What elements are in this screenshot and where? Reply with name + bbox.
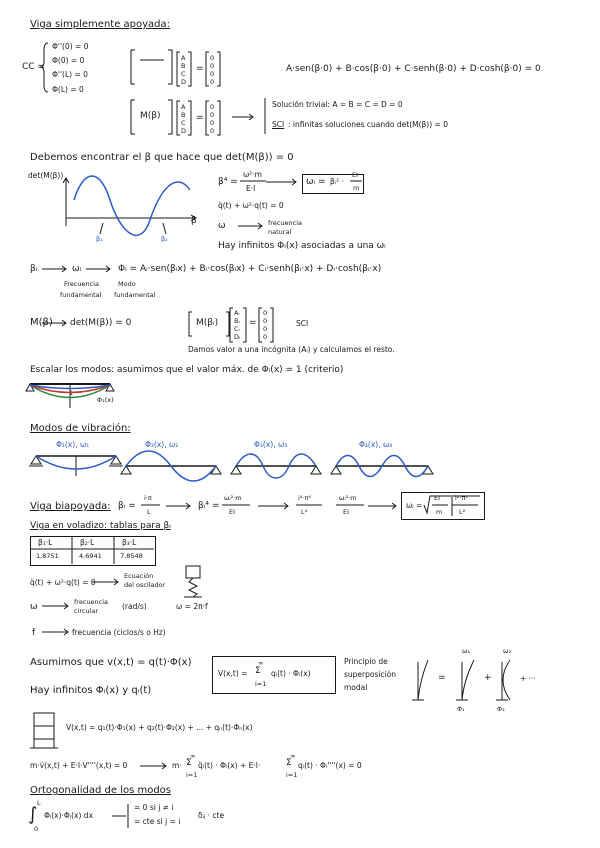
sigma-1: Σ bbox=[255, 666, 261, 676]
vi-a: Aᵢ bbox=[234, 309, 240, 317]
int-top: L bbox=[37, 799, 41, 807]
freq: frecuencia bbox=[268, 219, 302, 227]
ipi: i·π bbox=[144, 494, 152, 502]
td-3: 7,8548 bbox=[120, 552, 143, 560]
principio-2: superposición bbox=[344, 670, 397, 679]
s2-title: Debemos encontrar el β que hace que det(M(β)) = 0 bbox=[30, 152, 294, 163]
s5-title: Viga biapoyada: bbox=[30, 501, 111, 512]
eq-sign-2: = bbox=[196, 113, 204, 123]
phi2-7: Φ₂ bbox=[497, 705, 505, 713]
zero2-3: 0 bbox=[210, 119, 215, 127]
th-1: β₁·L bbox=[38, 538, 53, 547]
mode-4: Φ₄(x), ω₄ bbox=[359, 440, 393, 449]
s1-title: Viga simplemente apoyada: bbox=[30, 19, 171, 30]
vec-b: B bbox=[181, 62, 186, 70]
beta-i: βᵢ bbox=[30, 264, 38, 274]
big-equation: A·sen(β·0) + B·cos(β·0) + C·senh(β·0) + D·cosh(β·0) = 0 bbox=[286, 64, 541, 74]
eq-7: = bbox=[438, 673, 446, 683]
ecu-1: Ecuación bbox=[124, 572, 154, 580]
wi-top: EI bbox=[352, 171, 359, 179]
vec-c: C bbox=[181, 70, 186, 78]
mode-3: Φ₃(x), ω₃ bbox=[254, 440, 288, 449]
td-2: 4,6941 bbox=[79, 552, 102, 560]
td-1: 1,8751 bbox=[36, 552, 59, 560]
zi-2: 0 bbox=[263, 317, 268, 325]
principio-1: Principio de bbox=[344, 657, 388, 666]
vsum: V(x,t) = q₁(t)·Φ₁(x) + q₂(t)·Φ₂(x) + ... + qₙ(t)·Φₙ(x) bbox=[66, 723, 253, 732]
dots-7: + ··· bbox=[520, 674, 536, 683]
det-axis-label: det(M(β)) bbox=[28, 171, 64, 180]
ei: E·I bbox=[246, 184, 256, 193]
trivial-solution: Solución trivial: A = B = C = D = 0 bbox=[272, 100, 403, 109]
s8-title: Ortogonalidad de los modos bbox=[30, 785, 172, 796]
eq-sign: = bbox=[196, 64, 204, 74]
wi-bot: m bbox=[353, 184, 360, 192]
zi-3: 0 bbox=[263, 325, 268, 333]
sum-bot: i=1 bbox=[255, 680, 267, 688]
phi1-label: Φ₁(x) bbox=[97, 396, 114, 404]
principio-3: modal bbox=[344, 683, 368, 692]
th-2: β₂·L bbox=[80, 538, 95, 547]
ei-5: EI bbox=[229, 508, 236, 516]
cond-4: Φ(L) = 0 bbox=[52, 85, 84, 94]
zero2-4: 0 bbox=[210, 127, 215, 135]
vi-b: Bᵢ bbox=[234, 317, 240, 325]
case-2: = cte si j = i bbox=[134, 817, 181, 826]
f-sym: f bbox=[32, 628, 36, 638]
osc-eq: q̈(t) + ω²·q(t) = 0 bbox=[30, 578, 96, 587]
freqc-2: circular bbox=[74, 607, 99, 615]
zero-3: 0 bbox=[210, 70, 215, 78]
sum-top: ∞ bbox=[258, 659, 264, 667]
bi-eq: βᵢ = bbox=[118, 501, 136, 511]
w1-lab: ω₁ bbox=[462, 647, 471, 655]
omega: ω bbox=[218, 221, 226, 231]
integral-expr: Φᵢ(x)·Φⱼ(x) dx bbox=[44, 811, 94, 820]
sci-2: SCI bbox=[296, 319, 309, 328]
cond-2: Φ(0) = 0 bbox=[52, 56, 85, 65]
w2m: ω²·m bbox=[243, 170, 262, 179]
th-3: β₃·L bbox=[122, 538, 137, 547]
sumq: q̈ᵢ(t) · Φᵢ(x) + E·I· bbox=[198, 761, 261, 770]
w2pf: ω = 2π·f bbox=[176, 602, 208, 611]
eq-sign-3: = bbox=[249, 318, 257, 328]
st-1: ∞ bbox=[190, 752, 196, 760]
vi-d: Dᵢ bbox=[234, 333, 241, 341]
L-1: L bbox=[147, 508, 151, 516]
m-beta-i: M(βᵢ) bbox=[196, 318, 219, 328]
scale-one: 1 bbox=[69, 389, 74, 397]
L4: L⁴ bbox=[301, 508, 308, 516]
beta-2: β₂ bbox=[161, 235, 168, 243]
case-1: = 0 si j ≠ i bbox=[134, 803, 174, 812]
phi1-7: Φ₁ bbox=[457, 705, 465, 713]
hay-infinitos: Hay infinitos Φᵢ(x) asociadas a una ωᵢ bbox=[218, 241, 386, 251]
mv2: m· bbox=[172, 761, 182, 770]
vi-c: Cᵢ bbox=[234, 325, 240, 333]
sumq2: qᵢ(t) · Φᵢ''''(x) = 0 bbox=[298, 761, 362, 770]
w2m-5: ωᵢ²·m bbox=[224, 494, 242, 502]
freqc-1: frecuencia bbox=[74, 598, 108, 606]
i2pi2: i²·π² bbox=[455, 494, 468, 502]
vec-a: A bbox=[181, 54, 186, 62]
s3-title: Escalar los modos: asumimos que el valor máx. de Φᵢ(x) = 1 (criterio) bbox=[30, 365, 344, 375]
integral-sign: ∫ bbox=[28, 804, 38, 825]
w2-lab: ω₂ bbox=[503, 647, 512, 655]
vec2-d: D bbox=[181, 127, 187, 135]
q-equation: q̈(t) + ω²·q(t) = 0 bbox=[218, 201, 284, 210]
vec-d: D bbox=[181, 78, 187, 86]
ei-5b: EI bbox=[343, 508, 350, 516]
rads: (rad/s) bbox=[122, 602, 147, 611]
vec2-b: B bbox=[181, 111, 186, 119]
cond-1: Φ''(0) = 0 bbox=[52, 42, 89, 51]
beta4: β⁴ = bbox=[218, 177, 238, 187]
qphi: qᵢ(t) · Φᵢ(x) bbox=[271, 669, 311, 678]
lab-freq-2: fundamental bbox=[60, 291, 102, 299]
zero-1: 0 bbox=[210, 54, 215, 62]
m-beta: M(β) bbox=[140, 111, 161, 121]
sb-1: i=1 bbox=[186, 771, 198, 779]
mv-eq: m·v̈(x,t) + E·I·V''''(x,t) = 0 bbox=[30, 761, 128, 770]
zero-4: 0 bbox=[210, 78, 215, 86]
vxt: V(x,t) = bbox=[218, 669, 248, 678]
ei-5c: EI bbox=[434, 494, 441, 502]
mode-2: Φ₂(x), ω₂ bbox=[145, 440, 179, 449]
sci-text: : infinitas soluciones cuando det(M(β)) = 0 bbox=[288, 120, 448, 129]
phi-eq: Φᵢ = Aᵢ·sen(βᵢx) + Bᵢ·cos(βᵢx) + Cᵢ·senh(βᵢ·x) + Dᵢ·cosh(βᵢ·x) bbox=[118, 264, 382, 274]
zi-1: 0 bbox=[263, 309, 268, 317]
w2m-5b: ωᵢ²·m bbox=[339, 494, 357, 502]
ecu-2: del oscilador bbox=[124, 581, 166, 589]
b4-eq: βᵢ⁴ = bbox=[198, 501, 220, 511]
omega-i: ωᵢ bbox=[72, 264, 82, 274]
wi-5: ωᵢ = bbox=[406, 501, 423, 510]
vec2-c: C bbox=[181, 119, 186, 127]
m-5: m bbox=[436, 508, 443, 516]
lab-freq-1: Frecuencia bbox=[64, 280, 99, 288]
zero-2: 0 bbox=[210, 62, 215, 70]
plus-7: + bbox=[484, 673, 492, 683]
hay-7: Hay infinitos Φᵢ(x) y qᵢ(t) bbox=[30, 685, 152, 696]
zero2-1: 0 bbox=[210, 103, 215, 111]
sci-label: SCI bbox=[272, 120, 285, 129]
s4-title: Modos de vibración: bbox=[30, 423, 131, 434]
s6-title: Viga en voladizo: tablas para βᵢ bbox=[30, 521, 171, 531]
lab-modo-2: fundamental bbox=[114, 291, 156, 299]
freq-hz: frecuencia (ciclos/s o Hz) bbox=[72, 628, 166, 637]
beta-1: β₁ bbox=[96, 235, 103, 243]
beta-axis: β bbox=[191, 216, 197, 226]
beta-sym: M(β) bbox=[30, 317, 53, 328]
wi-pre: βᵢ² · bbox=[330, 177, 344, 186]
L2: L² bbox=[459, 508, 466, 516]
lab-modo-1: Modo bbox=[118, 280, 136, 288]
cc-label: CC = bbox=[22, 62, 45, 72]
det-eq: det(M(β)) = 0 bbox=[70, 318, 132, 328]
vec2-a: A bbox=[181, 103, 186, 111]
mode-1: Φ₁(x), ω₁ bbox=[56, 440, 90, 449]
delta: δᵢⱼ · cte bbox=[198, 811, 225, 820]
asumimos: Asumimos que v(x,t) = q(t)·Φ(x) bbox=[30, 657, 192, 668]
sigma-2: Σ bbox=[186, 758, 192, 768]
wi: ωᵢ = bbox=[306, 177, 326, 187]
i4pi4: i⁴·π⁴ bbox=[298, 494, 311, 502]
sigma-3: Σ bbox=[286, 758, 292, 768]
zi-4: 0 bbox=[263, 333, 268, 341]
sb-2: i=1 bbox=[286, 771, 298, 779]
int-bot: 0 bbox=[34, 825, 39, 833]
zero2-2: 0 bbox=[210, 111, 215, 119]
st-2: ∞ bbox=[290, 752, 296, 760]
omega-6: ω bbox=[30, 602, 38, 612]
natural: natural bbox=[268, 228, 292, 236]
cond-3: Φ''(L) = 0 bbox=[52, 70, 88, 79]
damos-text: Damos valor a una incógnita (Aᵢ) y calculamos el resto. bbox=[188, 345, 395, 354]
